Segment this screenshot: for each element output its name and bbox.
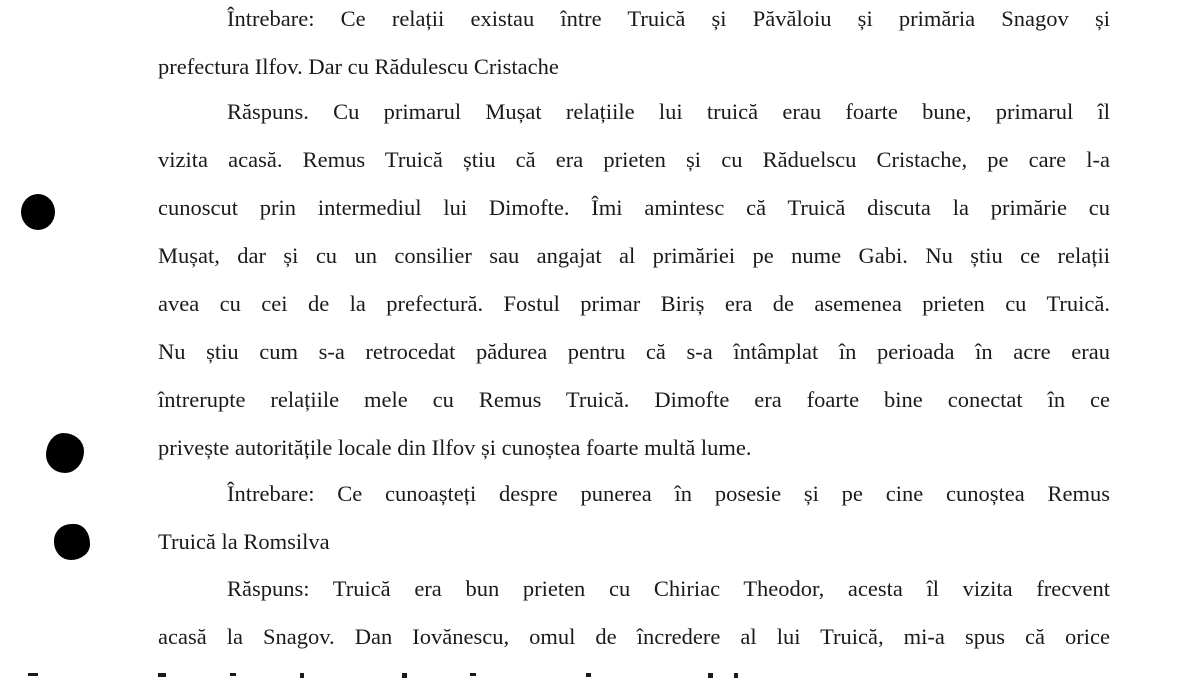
text-line: privește autoritățile locale din Ilfov și cunoștea foarte multă lume. [158, 435, 752, 460]
answer-paragraph [158, 88, 1110, 472]
text-line: acasă la Snagov. Dan Iovănescu, omul de încredere al lui Truică, mi-a spus că orice [158, 624, 1110, 649]
text-line: Întrebare: Ce cunoașteți despre punerea în posesie și pe cine cunoștea Remus [227, 481, 1110, 506]
text-line: Truică la Romsilva [158, 529, 330, 554]
question-paragraph [158, 0, 1110, 91]
cropped-text-line [0, 670, 760, 680]
text-line: Răspuns: Truică era bun prieten cu Chiriac Theodor, acesta îl vizita frecvent [227, 576, 1110, 601]
text-line: întrerupte relațiile mele cu Remus Truică. Dimofte era foarte bine conectat în ce [158, 387, 1110, 412]
punch-hole-mark [46, 433, 84, 473]
question-paragraph [158, 470, 1110, 566]
text-line: cunoscut prin intermediul lui Dimofte. Îmi amintesc că Truică discuta la primărie cu [158, 195, 1110, 220]
text-line: Răspuns. Cu primarul Mușat relațiile lui truică erau foarte bune, primarul îl [227, 99, 1110, 124]
text-line: vizita acasă. Remus Truică știu că era prieten și cu Răduelscu Cristache, pe care l-a [158, 147, 1110, 172]
answer-paragraph [158, 565, 1110, 661]
punch-hole-mark [54, 524, 90, 560]
text-line: avea cu cei de la prefectură. Fostul primar Biriș era de asemenea prieten cu Truică. [158, 291, 1110, 316]
cropped-text-glyph-tops [0, 673, 760, 680]
text-line: Mușat, dar și cu un consilier sau angajat al primăriei pe nume Gabi. Nu știu ce relații [158, 243, 1110, 268]
text-line: prefectura Ilfov. Dar cu Rădulescu Cristache [158, 54, 559, 79]
text-line: Nu știu cum s-a retrocedat pădurea pentru că s-a întâmplat în perioada în acre erau [158, 339, 1110, 364]
punch-hole-mark [21, 194, 55, 230]
text-line: Întrebare: Ce relații existau între Truică și Păvăloiu și primăria Snagov și [227, 6, 1110, 31]
